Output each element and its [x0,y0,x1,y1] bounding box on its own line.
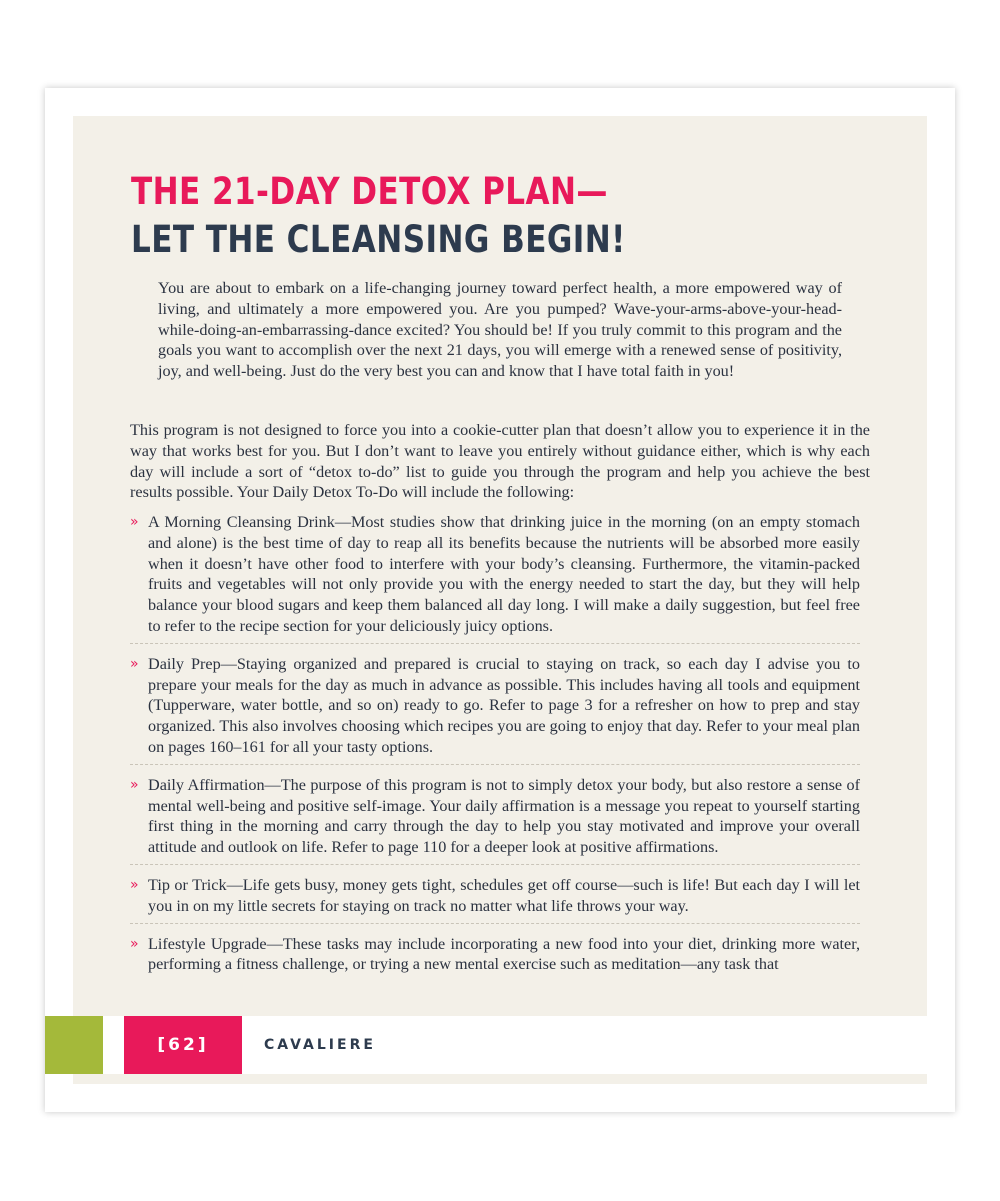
chapter-title [131,168,786,264]
bullet-icon: » [130,776,139,793]
footer-green-tab [45,1016,103,1074]
title-line-2: LET THE CLEANSING BEGIN! [131,218,626,261]
list-item [130,775,860,865]
list-item-text: Daily Prep—Staying organized and prepared is crucial to staying on track, so each day I advise you to prepare your meals for the day as much in advance as possible. This includes having all tools and equipment (Tupperware, water bottle, and so on) ready to go. Refer to page 3 for a refresher on how to prep and stay organized. This also involves choosing which recipes you are going to enjoy that day. Refer to your meal plan on pages 160–161 for all your tasty options. [148,654,860,756]
bullet-icon: » [130,655,139,672]
footer-strip [73,1074,927,1084]
bullet-icon: » [130,935,139,952]
list-item-text: Daily Affirmation—The purpose of this program is not to simply detox your body, but also restore a sense of mental well-being and positive self-image. Your daily affirmation is a message you repeat to yourself starting first thing in the morning and carry through the day to help you stay motivated and improve your overall attitude and outlook on life. Refer to page 110 for a deeper look at positive affirmations. [148,775,860,857]
list-item [130,875,860,924]
intro-paragraph: You are about to embark on a life-changing journey toward perfect health, a more empowered way of living, and ultimately a more empowered you. Are you pumped? Wave-your-arms-above-your-head-while-doing-an-embarrassing-dance excited? You should be! If you truly commit to this program and the goals you want to accomplish over the next 21 days, you will emerge with a renewed sense of positivity, joy, and well-being. Just do the very best you can and know that I have total faith in you! [158,279,842,381]
title-line-1: THE 21-DAY DETOX PLAN— [131,170,608,213]
author-name: CAVALIERE [264,1037,376,1053]
page-number: [62] [124,1016,242,1074]
list-item [130,512,860,644]
bullet-icon: » [130,876,139,893]
list-item-text: Lifestyle Upgrade—These tasks may include incorporating a new food into your diet, drinking more water, performing a fitness challenge, or trying a new mental exercise such as meditation—any task that [148,934,860,974]
list-item-text: A Morning Cleansing Drink—Most studies show that drinking juice in the morning (on an empty stomach and alone) is the best time of day to reap all its benefits because the nutrients will be absorbed more easily when it doesn’t have other food to interfere with your body’s cleansing. Furthermore, the vitamin-packed fruits and vegetables will not only provide you with the energy needed to start the day, but they will help balance your blood sugars and keep them balanced all day long. I will make a daily suggestion, but feel free to refer to the recipe section for your deliciously juicy options. [148,513,860,635]
detox-todo-list [130,512,860,991]
program-paragraph: This program is not designed to force you into a cookie-cutter plan that doesn’t allow you to experience it in the way that works best for you. But I don’t want to leave you entirely without guidance either, which is why each day will include a sort of “detox to-do” list to guide you through the program and help you achieve the best results possible. Your Daily Detox To-Do will include the following: [130,421,870,502]
list-item [130,654,860,765]
book-page [45,88,955,1112]
bullet-icon: » [130,514,139,530]
list-item-text: Tip or Trick—Life gets busy, money gets tight, schedules get off course—such is life! But each day I will let you in on my little secrets for staying on track no matter what life throws your way. [148,875,860,915]
list-item [130,934,860,982]
